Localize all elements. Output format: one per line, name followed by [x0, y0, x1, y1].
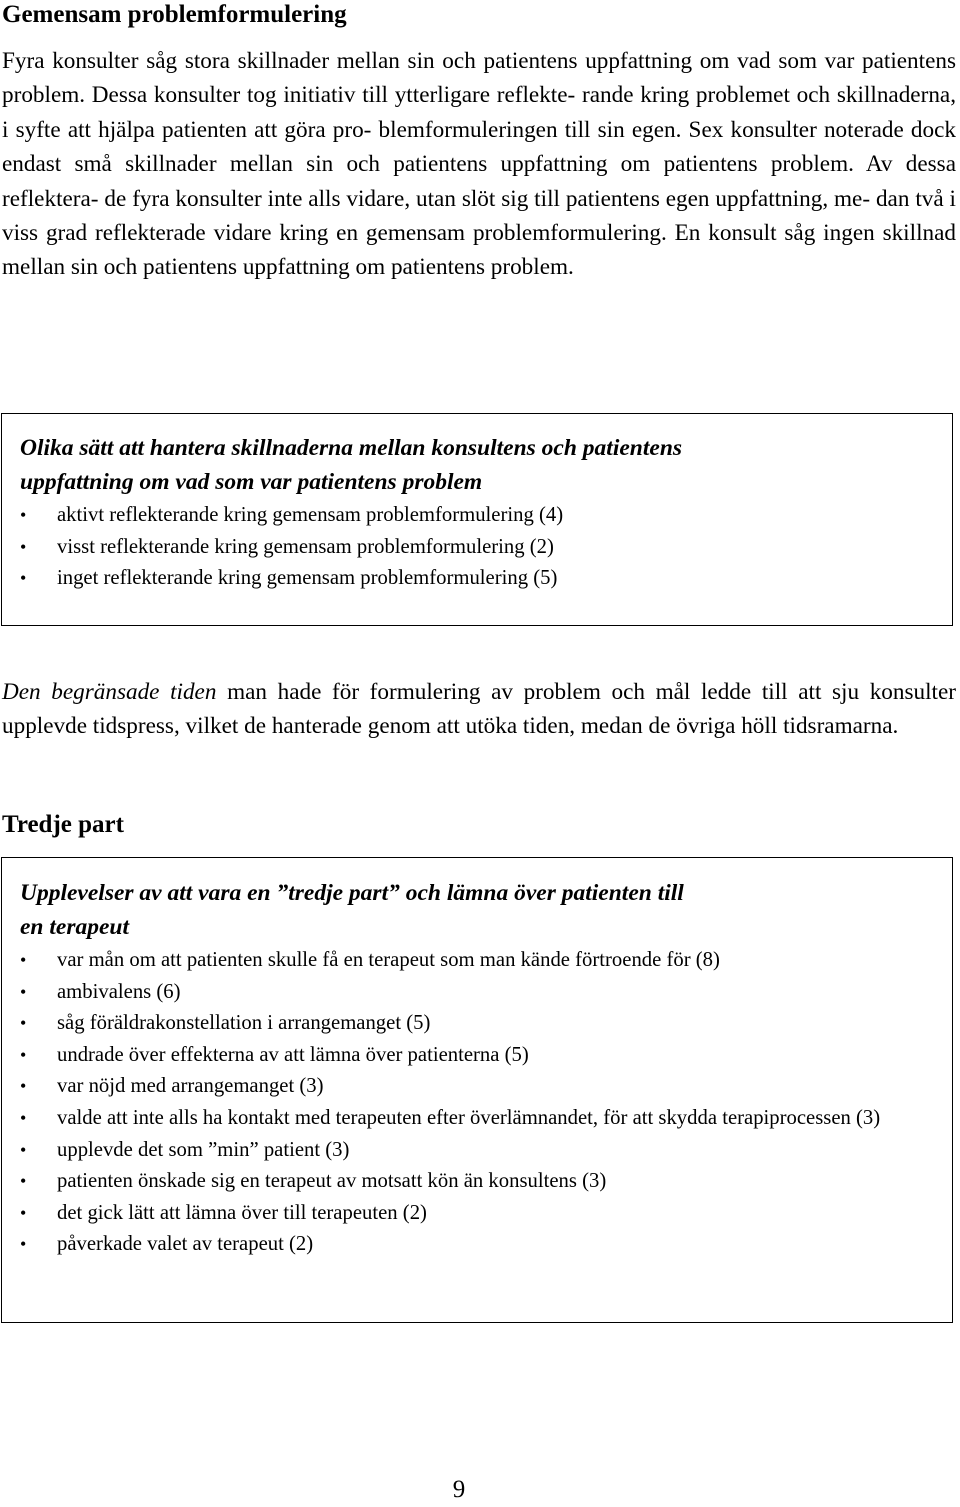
list-item: [20, 1166, 936, 1198]
list-item: [20, 945, 936, 977]
bullet-list: [20, 945, 936, 1261]
page-number: 9: [452, 1476, 466, 1503]
list-item-text: såg föräldrakonstellation i arrangemanget (5): [57, 1012, 431, 1035]
list-item: [20, 1071, 936, 1103]
list-item-text: det gick lätt att lämna över till terapeuten (2): [57, 1201, 427, 1224]
bullet-icon: •: [20, 1171, 27, 1192]
list-item-text: undrade över effekterna av att lämna över patienterna (5): [57, 1043, 529, 1066]
list-item-text: påverkade valet av terapeut (2): [57, 1233, 314, 1256]
bullet-list: [20, 500, 936, 595]
italic-lead: Den begränsade tiden: [2, 679, 217, 705]
list-item: [20, 1103, 936, 1135]
list-item-text: upplevde det som ”min” patient (3): [57, 1138, 350, 1161]
list-item: [20, 1135, 936, 1167]
summary-box-tredje-part: [1, 857, 953, 1323]
list-item-text: valde att inte alls ha kontakt med terapeuten efter överlämnandet, för att skydda terapiprocessen (3): [57, 1106, 881, 1129]
list-item-text: visst reflekterande kring gemensam problemformulering (2): [57, 535, 554, 558]
paragraph-problemformulering: Fyra konsulter såg stora skillnader mellan sin och patientens uppfattning om vad som var patientens problem. Dessa konsulter tog initiativ till ytterligare reflekte- rande kring problemet och skillnaderna, i syfte att hjälpa patienten att göra pro- blemformuleringen till sin egen. Sex konsulter noterade dock endast små skillnader mellan sin och patientens uppfattning om patientens problem. Av dessa reflektera- de fyra konsulter inte alls vidare, utan slöt sig till patientens egen uppfattning, me- dan två i viss grad reflekterade vidare kring en gemensam problemformulering. En konsult såg ingen skillnad mellan sin och patientens uppfattning om patientens problem.: [2, 48, 956, 281]
bullet-icon: •: [20, 950, 27, 970]
paragraph-begransade-tiden: [2, 675, 956, 744]
list-item: [20, 1040, 936, 1072]
bullet-icon: •: [20, 1013, 27, 1034]
list-item-text: patienten önskade sig en terapeut av motsatt kön än konsultens (3): [57, 1170, 607, 1193]
box-title-line: en terapeut: [20, 914, 130, 940]
list-item: [20, 1229, 936, 1261]
box-title-line: uppfattning om vad som var patientens problem: [20, 469, 483, 495]
bullet-icon: •: [20, 1076, 27, 1097]
bullet-icon: •: [20, 981, 27, 1002]
section-heading-gemensam-problemformulering: Gemensam problemformulering: [2, 1, 347, 28]
list-item-text: ambivalens (6): [57, 980, 181, 1003]
section-heading-tredje-part: Tredje part: [2, 811, 124, 838]
list-item: [20, 532, 936, 564]
list-item: [20, 563, 936, 595]
summary-box-skillnader: [1, 413, 953, 626]
box-title: [20, 876, 936, 944]
box-title: [20, 431, 936, 499]
list-item-text: var mån om att patienten skulle få en terapeut som man kände förtroende för (8): [57, 949, 720, 971]
bullet-icon: •: [20, 568, 27, 589]
bullet-icon: •: [20, 1044, 27, 1065]
bullet-icon: •: [20, 1107, 27, 1128]
list-item: [20, 1008, 936, 1040]
list-item-text: aktivt reflekterande kring gemensam problemformulering (4): [57, 504, 564, 526]
paragraph-text: man hade för formulering av problem och mål ledde till att sju konsulter upplevde tidspress, vilket de hanterade genom att utöka tiden, medan de övriga höll tidsramarna.: [2, 679, 956, 740]
bullet-icon: •: [20, 536, 27, 557]
bullet-icon: •: [20, 505, 27, 525]
list-item-text: inget reflekterande kring gemensam problemformulering (5): [57, 567, 558, 590]
bullet-icon: •: [20, 1234, 27, 1255]
bullet-icon: •: [20, 1139, 27, 1160]
box-title-line: Upplevelser av att vara en ”tredje part” och lämna över patienten till: [20, 880, 684, 906]
list-item: [20, 1198, 936, 1230]
list-item-text: var nöjd med arrangemanget (3): [57, 1075, 324, 1098]
list-item: [20, 500, 936, 532]
list-item: [20, 977, 936, 1009]
box-title-line: Olika sätt att hantera skillnaderna mellan konsultens och patientens: [20, 435, 683, 461]
bullet-icon: •: [20, 1202, 27, 1223]
